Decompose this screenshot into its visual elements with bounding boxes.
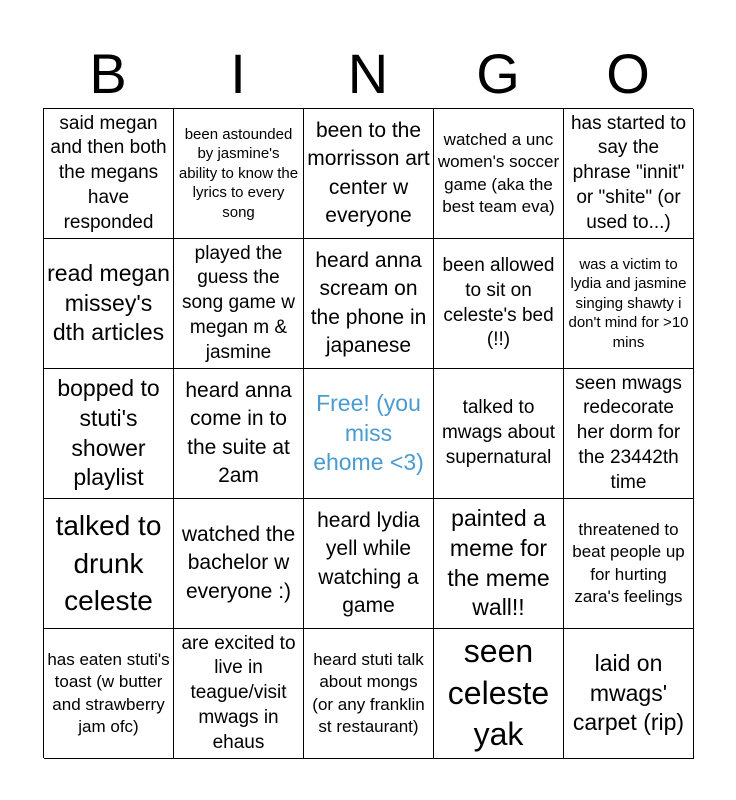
cell-text: said megan and then both the megans have responded xyxy=(50,112,167,233)
cell-text: threatened to beat people up for hurting zara's feelings xyxy=(572,520,685,606)
cell-text: seen celeste yak xyxy=(447,633,550,753)
cell-text: has started to say the phrase "innit" or "shite" (or used to...) xyxy=(570,112,687,233)
cell-text: painted a meme for the meme wall!! xyxy=(447,504,550,621)
bingo-cell-r2c2[interactable] xyxy=(174,239,304,369)
cell-text: was a victim to lydia and jasmine singing shawty i don't mind for >10 mins xyxy=(568,255,689,351)
cell-text: has eaten stuti's toast (w butter and strawberry jam ofc) xyxy=(47,650,170,736)
bingo-cell-r4c3[interactable] xyxy=(304,499,434,629)
bingo-cell-r2c4[interactable] xyxy=(434,239,564,369)
cell-text: watched the bachelor w everyone :) xyxy=(181,522,296,603)
bingo-cell-r4c2[interactable] xyxy=(174,499,304,629)
bingo-header xyxy=(43,40,693,108)
bingo-cell-r5c3[interactable] xyxy=(304,629,434,759)
cell-text: watched a unc women's soccer game (aka the best team eva) xyxy=(437,130,560,216)
bingo-cell-r3c2[interactable] xyxy=(174,369,304,499)
bingo-cell-r1c2[interactable] xyxy=(174,109,304,239)
cell-text: laid on mwags' carpet (rip) xyxy=(572,649,685,736)
cell-text: heard lydia yell while watching a game xyxy=(317,508,420,617)
bingo-cell-r3c1[interactable] xyxy=(44,369,174,499)
bingo-cell-free[interactable] xyxy=(304,369,434,499)
bingo-cell-r5c5[interactable] xyxy=(564,629,694,759)
cell-text: been to the morrisson art center w everyone xyxy=(307,118,430,227)
cell-text: heard anna come in to the suite at 2am xyxy=(185,378,292,487)
cell-text: heard anna scream on the phone in japanese xyxy=(310,248,427,357)
cell-text: played the guess the song game w megan m & jasmine xyxy=(181,242,295,363)
bingo-cell-r2c3[interactable] xyxy=(304,239,434,369)
header-letter-g: G xyxy=(476,42,520,105)
cell-text: are excited to live in teague/visit mwags in ehaus xyxy=(181,632,296,753)
header-letter-b: B xyxy=(89,42,127,105)
bingo-cell-r1c3[interactable] xyxy=(304,109,434,239)
free-space-text: Free! (you miss ehome <3) xyxy=(313,389,424,476)
bingo-cell-r1c4[interactable] xyxy=(434,109,564,239)
header-letter-o: O xyxy=(606,42,650,105)
cell-text: read megan missey's dth articles xyxy=(47,259,170,346)
cell-text: been allowed to sit on celeste's bed (!!) xyxy=(442,255,555,351)
bingo-cell-r2c5[interactable] xyxy=(564,239,694,369)
bingo-cell-r5c4[interactable] xyxy=(434,629,564,759)
cell-text: been astounded by jasmine's ability to know the lyrics to every song xyxy=(178,125,299,221)
bingo-cell-r2c1[interactable] xyxy=(44,239,174,369)
bingo-cell-r3c5[interactable] xyxy=(564,369,694,499)
cell-text: bopped to stuti's shower playlist xyxy=(57,374,160,491)
bingo-cell-r3c4[interactable] xyxy=(434,369,564,499)
bingo-cell-r1c5[interactable] xyxy=(564,109,694,239)
bingo-cell-r4c4[interactable] xyxy=(434,499,564,629)
header-letter-n: N xyxy=(347,42,389,105)
cell-text: talked to mwags about supernatural xyxy=(441,397,555,468)
bingo-grid xyxy=(43,108,693,758)
cell-text: talked to drunk celeste xyxy=(55,509,162,617)
bingo-cell-r4c5[interactable] xyxy=(564,499,694,629)
bingo-cell-r4c1[interactable] xyxy=(44,499,174,629)
bingo-cell-r5c2[interactable] xyxy=(174,629,304,759)
header-letter-i: I xyxy=(230,42,246,105)
bingo-cell-r5c1[interactable] xyxy=(44,629,174,759)
bingo-cell-r1c1[interactable] xyxy=(44,109,174,239)
cell-text: heard stuti talk about mongs (or any franklin st restaurant) xyxy=(312,650,425,736)
cell-text: seen mwags redecorate her dorm for the 23442th time xyxy=(575,372,682,493)
